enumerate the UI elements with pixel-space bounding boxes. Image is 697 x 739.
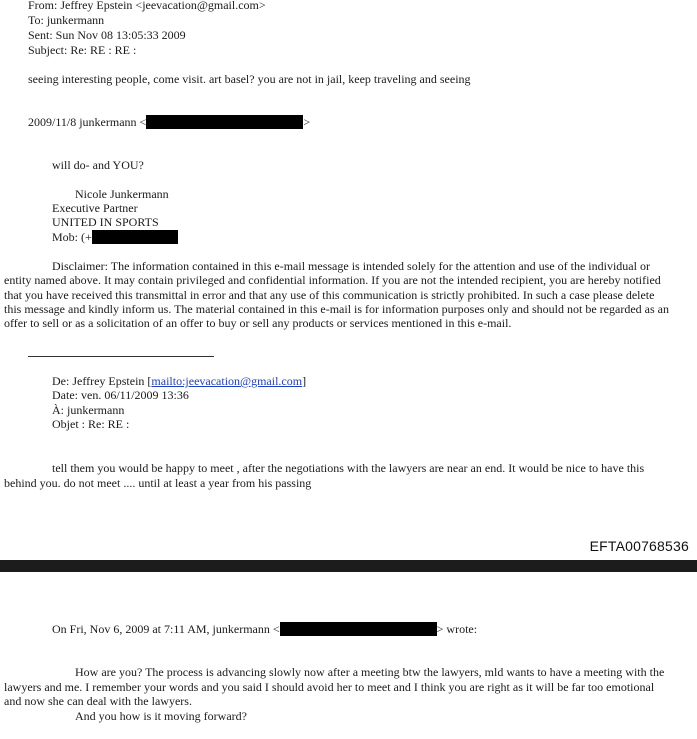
forwarded-body-line: behind you. do not meet .... until at least a year from his passing (4, 476, 312, 490)
redaction-bar (146, 115, 303, 129)
disclaimer-line: that you have received this transmittal in error and that any use of this communication is strictly prohibited. In such a case please delete (4, 288, 655, 302)
forwarded-subject: Objet : Re: RE : (52, 417, 130, 431)
forwarded-from-prefix: De: Jeffrey Epstein [ (52, 374, 152, 388)
redaction-bar (92, 230, 178, 244)
quote-text: will do- and YOU? (52, 158, 144, 172)
reply-body-line: seeing interesting people, come visit. art basel? you are not in jail, keep traveling and seeing (28, 72, 471, 86)
quoted-body-line: How are you? The process is advancing slowly now after a meeting btw the lawyers, mld wants to have a meeting with the (75, 665, 665, 679)
page-break-bar (0, 560, 697, 572)
quote-attribution (28, 115, 310, 130)
to-line: To: junkermann (28, 13, 105, 27)
subject-line: Subject: Re: RE : RE : (28, 43, 137, 57)
forwarded-from (52, 374, 306, 389)
signature-name: Nicole Junkermann (75, 187, 169, 201)
quoted-body-line: lawyers and me. I remember your words and you said I should avoid her to meet and I think you are right as it will be far too emotional (4, 680, 655, 694)
forwarded-date: Date: ven. 06/11/2009 13:36 (52, 388, 189, 402)
quoted-body-line: and now she can deal with the lawyers. (4, 694, 192, 708)
disclaimer-line: Disclaimer: The information contained in this e-mail message is intended solely for the attention and use of the individual or (52, 259, 650, 273)
quoted-body-line: And you how is it moving forward? (75, 709, 247, 723)
disclaimer-line: offer to sell or as a solicitation of an offer to buy or sell any products or services mentioned in this e-mail. (4, 316, 512, 330)
bates-number: EFTA00768536 (589, 538, 689, 554)
quoted-attribution-prefix: On Fri, Nov 6, 2009 at 7:11 AM, junkermann < (52, 622, 280, 636)
sent-line: Sent: Sun Nov 08 13:05:33 2009 (28, 28, 186, 42)
signature-title: Executive Partner (52, 201, 138, 215)
signature-company: UNITED IN SPORTS (52, 215, 159, 229)
signature-mobile-label: Mob: (+ (52, 230, 92, 244)
quoted-attribution-suffix: > wrote: (436, 622, 478, 636)
quote-attribution-suffix: > (303, 115, 311, 129)
forwarded-from-suffix: ] (302, 374, 307, 388)
disclaimer-line: entity named above. It may contain privileged and confidential information. If you are not the intended recipient, you are hereby notified (4, 273, 661, 287)
forwarded-body-line: tell them you would be happy to meet , after the negotiations with the lawyers are near an end. It would be nice to have this (52, 461, 645, 475)
quoted-attribution (52, 622, 477, 637)
disclaimer-line: this message and kindly inform us. The material contained in this e-mail is for information purposes only and should not be regarded as an (4, 302, 669, 316)
from-line: From: Jeffrey Epstein <jeevacation@gmail.com> (28, 0, 266, 12)
signature-mobile (52, 230, 178, 245)
quote-attribution-prefix: 2009/11/8 junkermann < (28, 115, 147, 129)
separator-rule (28, 356, 214, 357)
mailto-link[interactable]: mailto:jeevacation@gmail.com (151, 374, 303, 388)
forwarded-to: À: junkermann (52, 403, 125, 417)
redaction-bar (280, 622, 437, 636)
